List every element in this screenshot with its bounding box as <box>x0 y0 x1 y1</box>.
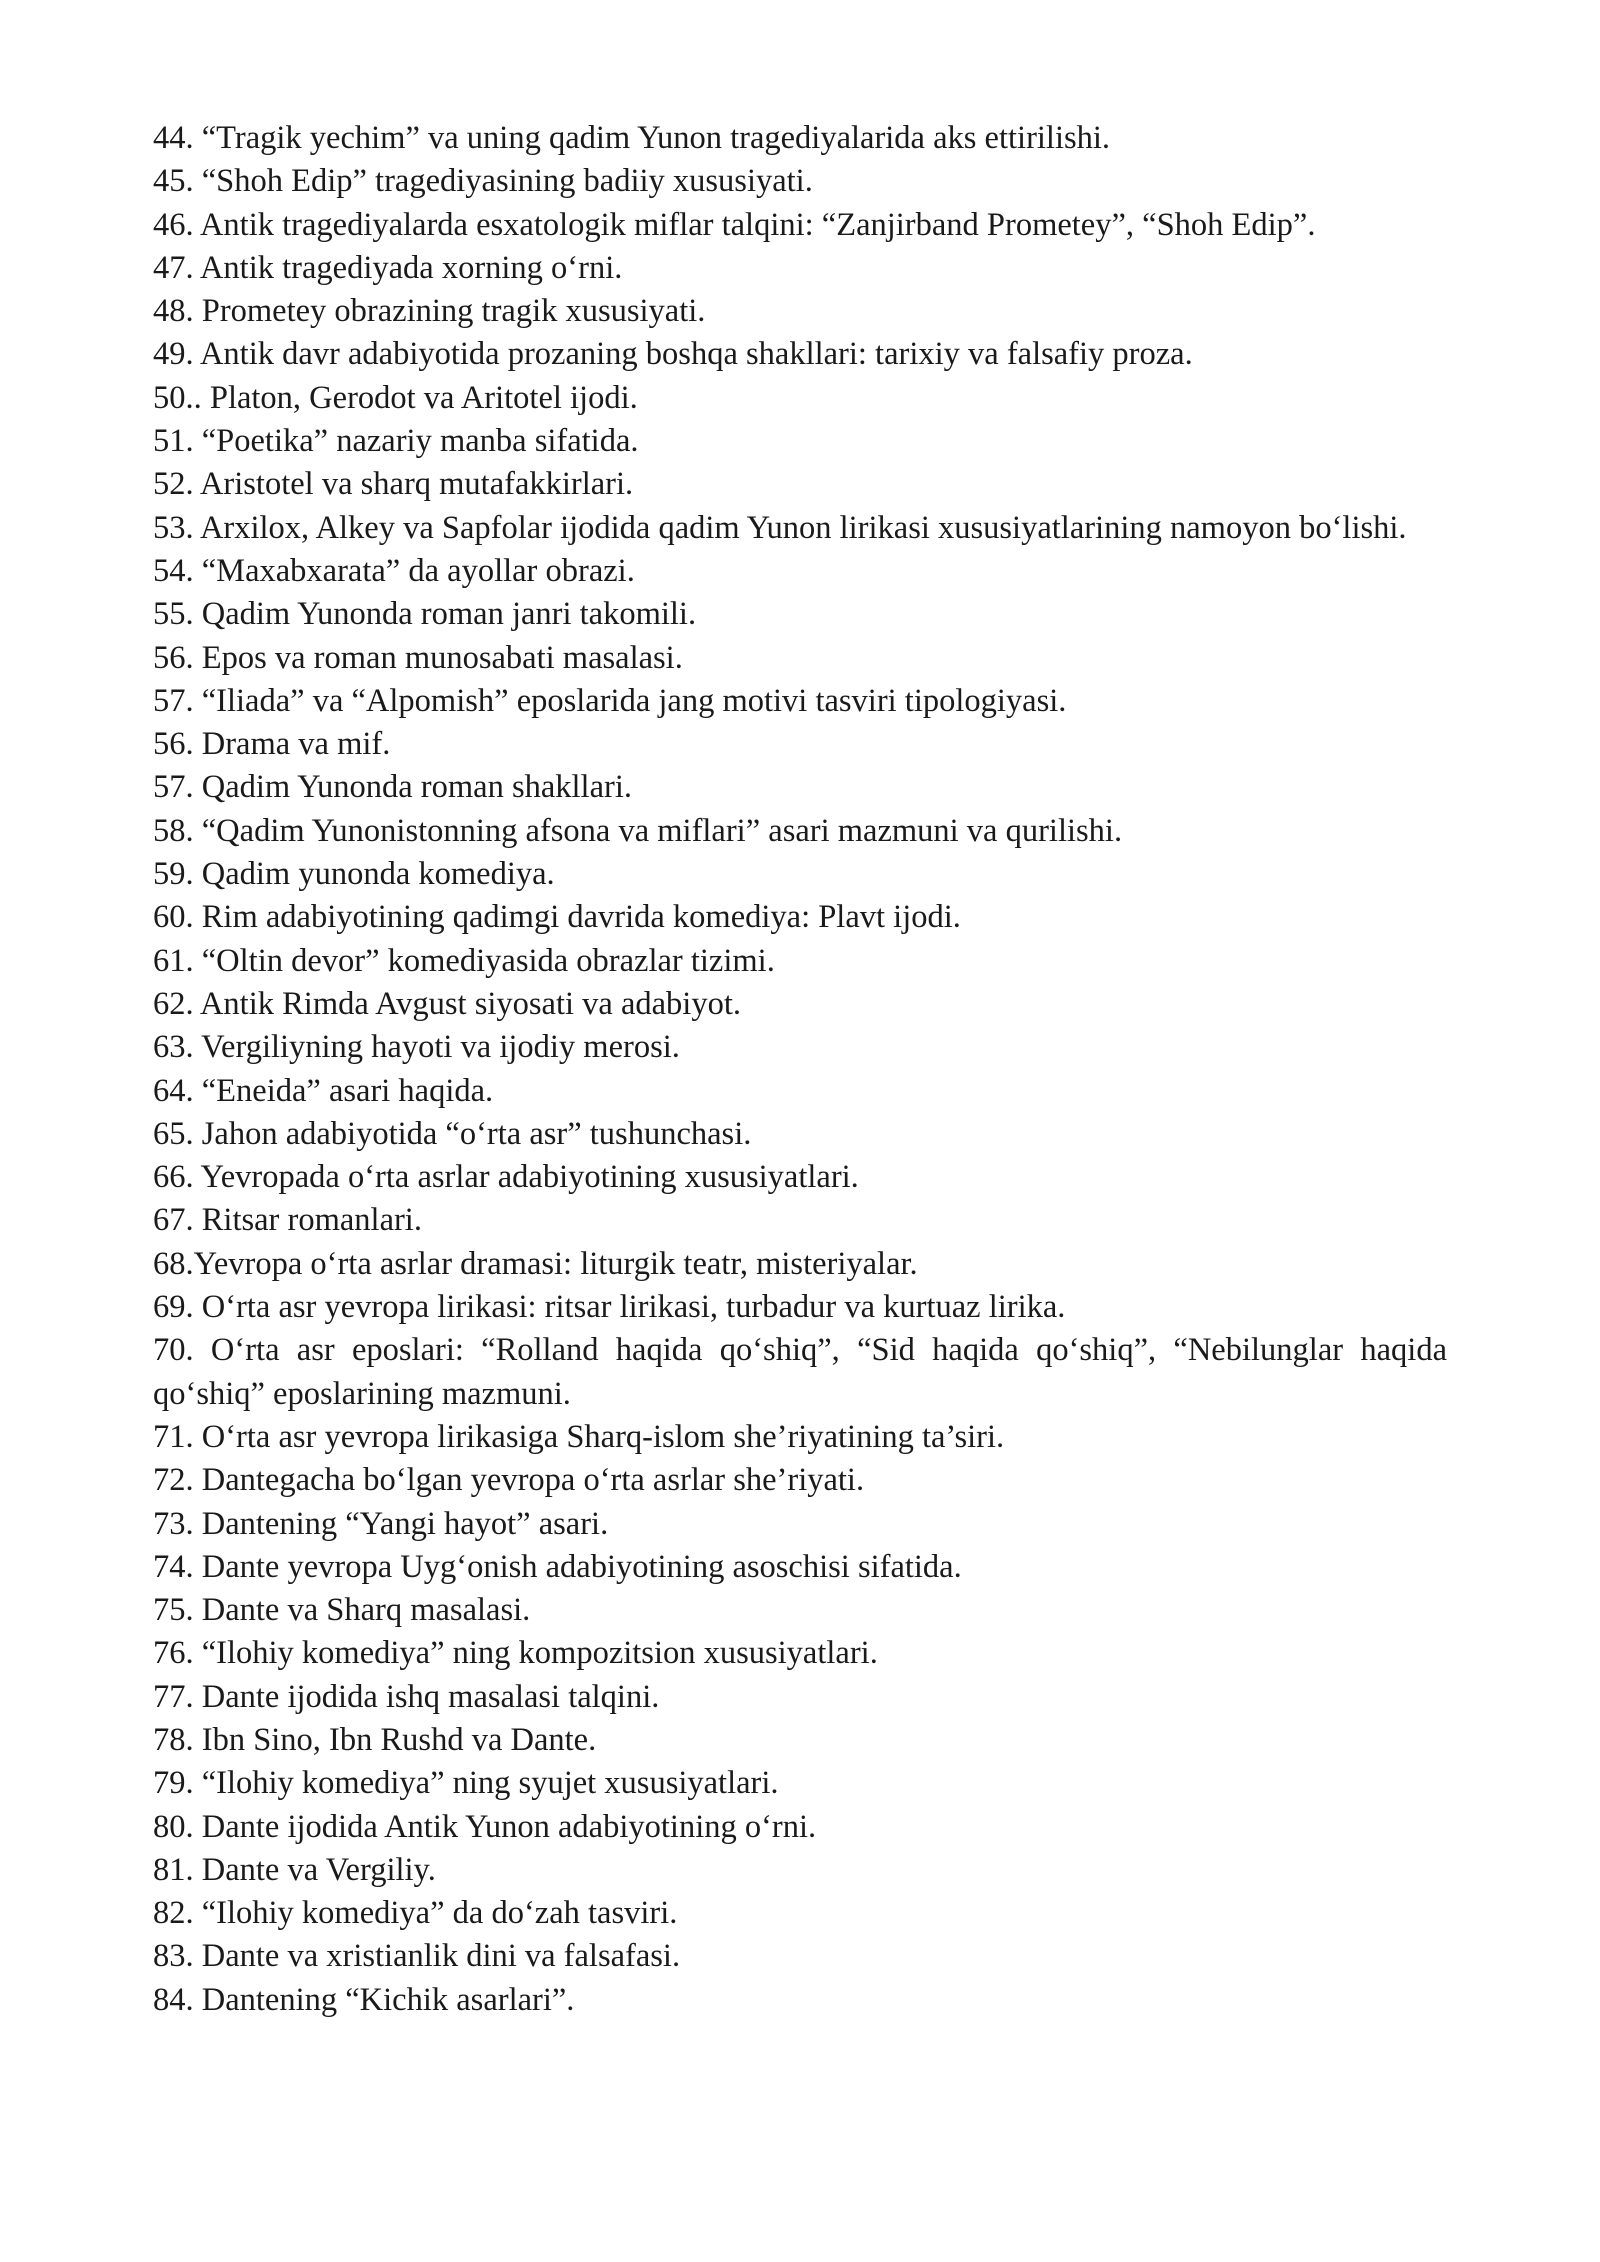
list-item: 56. Drama va mif. <box>153 726 391 763</box>
list-item: 72. Dantegacha bo‘lgan yevropa o‘rta asrlar she’riyati. <box>153 1462 865 1499</box>
list-item: 75. Dante va Sharq masalasi. <box>153 1592 531 1629</box>
list-item: 51. “Poetika” nazariy manba sifatida. <box>153 423 639 460</box>
list-item: 61. “Oltin devor” komediyasida obrazlar tizimi. <box>153 942 775 979</box>
list-item: 56. Epos va roman munosabati masalasi. <box>153 639 683 676</box>
list-item: 60. Rim adabiyotining qadimgi davrida komediya: Plavt ijodi. <box>153 899 961 936</box>
list-item: 65. Jahon adabiyotida “o‘rta asr” tushunchasi. <box>153 1115 752 1152</box>
list-item: 66. Yevropada o‘rta asrlar adabiyotining xususiyatlari. <box>153 1159 859 1196</box>
list-item: 84. Dantening “Kichik asarlari”. <box>153 1981 575 2018</box>
list-item: 82. “Ilohiy komediya” da do‘zah tasviri. <box>153 1895 678 1932</box>
list-item: 73. Dantening “Yangi hayot” asari. <box>153 1505 609 1542</box>
list-item: 52. Aristotel va sharq mutafakkirlari. <box>153 466 634 503</box>
list-item: 59. Qadim yunonda komediya. <box>153 856 555 893</box>
list-item: 63. Vergiliyning hayoti va ijodiy merosi. <box>153 1029 680 1066</box>
list-item: 79. “Ilohiy komediya” ning syujet xususiyatlari. <box>153 1765 779 1802</box>
list-item: 80. Dante ijodida Antik Yunon adabiyotining o‘rni. <box>153 1808 817 1845</box>
list-item: 81. Dante va Vergiliy. <box>153 1851 436 1888</box>
list-item: 54. “Maxabxarata” da ayollar obrazi. <box>153 552 635 589</box>
list-item: 49. Antik davr adabiyotida prozaning boshqa shakllari: tarixiy va falsafiy proza. <box>153 336 1193 373</box>
list-item: 76. “Ilohiy komediya” ning kompozitsion xususiyatlari. <box>153 1635 878 1672</box>
list-item: 53. Arxilox, Alkey va Sapfolar ijodida qadim Yunon lirikasi xususiyatlarining namoyon bo‘lishi. <box>153 509 1407 546</box>
list-item: 44. “Tragik yechim” va uning qadim Yunon tragediyalarida aks ettirilishi. <box>153 120 1111 156</box>
list-item: 48. Prometey obrazining tragik xususiyati. <box>153 293 706 330</box>
list-item: 57. “Iliada” va “Alpomish” eposlarida jang motivi tasviri tipologiyasi. <box>153 682 1067 719</box>
question-list <box>153 117 1447 2022</box>
list-item: 70. O‘rta asr eposlari: “Rolland haqida qo‘shiq”, “Sid haqida qo‘shiq”, “Nebilunglar haqida qo‘shiq” eposlarining mazmuni. <box>153 1332 1447 1412</box>
list-item: 69. O‘rta asr yevropa lirikasi: ritsar lirikasi, turbadur va kurtuaz lirika. <box>153 1289 1066 1326</box>
list-item: 45. “Shoh Edip” tragediyasining badiiy xususiyati. <box>153 163 813 200</box>
list-item: 57. Qadim Yunonda roman shakllari. <box>153 769 632 806</box>
list-item: 77. Dante ijodida ishq masalasi talqini. <box>153 1678 660 1715</box>
list-item: 64. “Eneida” asari haqida. <box>153 1072 494 1109</box>
list-item: 55. Qadim Yunonda roman janri takomili. <box>153 596 697 633</box>
list-item: 50.. Platon, Gerodot va Aritotel ijodi. <box>153 379 638 416</box>
list-item: 62. Antik Rimda Avgust siyosati va adabiyot. <box>153 985 741 1022</box>
list-item: 47. Antik tragediyada xorning o‘rni. <box>153 249 623 286</box>
list-item: 67. Ritsar romanlari. <box>153 1202 422 1239</box>
list-item: 71. O‘rta asr yevropa lirikasiga Sharq-islom she’riyatining ta’siri. <box>153 1418 1005 1455</box>
list-item: 78. Ibn Sino, Ibn Rushd va Dante. <box>153 1721 597 1758</box>
list-item: 74. Dante yevropa Uyg‘onish adabiyotining asoschisi sifatida. <box>153 1548 962 1585</box>
list-item: 83. Dante va xristianlik dini va falsafasi. <box>153 1938 681 1975</box>
list-item: 58. “Qadim Yunonistonning afsona va miflari” asari mazmuni va qurilishi. <box>153 812 1123 849</box>
list-item: 68.Yevropa o‘rta asrlar dramasi: liturgik teatr, misteriyalar. <box>153 1245 918 1282</box>
list-item: 46. Antik tragediyalarda esxatologik miflar talqini: “Zanjirband Prometey”, “Shoh Edip”. <box>153 206 1316 243</box>
